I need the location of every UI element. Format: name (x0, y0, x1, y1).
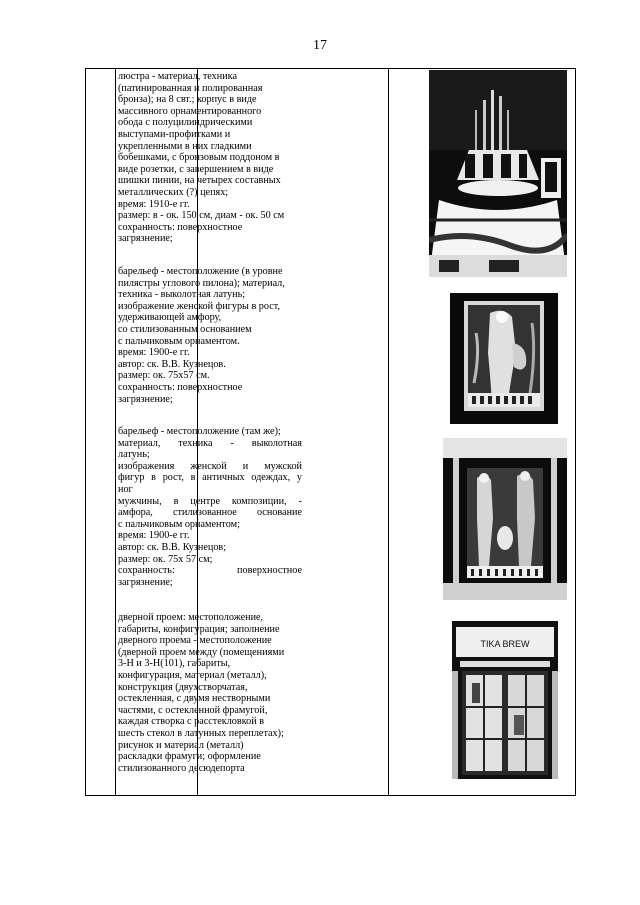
page-number: 17 (313, 38, 327, 53)
bas-relief-pair-photo (443, 438, 567, 600)
doorway-photo (452, 621, 558, 779)
entry-bas-relief-pair-text: барельеф - местоположение (там же); материал, техника - выколотная латунь; изображения женской и мужской фигур в рост, в античных одеждах, у ног мужчины, в центре композиции, - амфора, стилизованное основание с пальчиковым орнаментом; время: 1900-е гг. автор: ск. В.В. Кузнецов; размер: ок. 75х 57 см; сохранность: поверхностное загрязнение; (118, 426, 302, 588)
bas-relief-female-photo (450, 293, 558, 424)
column-divider (115, 69, 116, 795)
entry-bas-relief-female-text: барельеф - местоположение (в уровне пилястры углового пилона); материал, техника - выколотная латунь; изображение женской фигуры в рост, удерживающей амфору, со стилизованным основанием с пальчиковым орнаментом. время: 1900-е гг. автор: ск. В.В. Кузнецов. размер: ок. 75х57 см. сохранность: поверхностное загрязнение; (118, 266, 285, 405)
entry-chandelier-text: люстра - материал, техника (патинированная и полированная бронза); на 8 свт.; корпус в виде массивного орнаментированного обода с полуцилиндрическими выступами-профитками и укрепленными в них гладкими бобешками, с бронзовым поддоном в виде розетки, с завершением в виде шишки пинии, на четырех составных металлических (?) цепях; время: 1910-е гг. размер: в - ок. 150 см, диам - ок. 50 см сохранность: поверхностное загрязнение; (118, 71, 285, 245)
column-divider (388, 69, 389, 795)
shop-sign-text: TIKA BREW (480, 639, 530, 649)
chandelier-photo (429, 70, 567, 277)
entry-doorway-text: дверной проем: местоположение, габариты, конфигурация; заполнение дверного проема - местоположение (дверной проем между (помещениями 3-Н и 3-Н(101), габариты, конфигурация, материал (металл), конструкция (двухстворчатая, остекленная, с двумя нестворными частями, с остекленной фрамугой, каждая створка с расстекловкой в шесть стекол в латунных переплетах); рисунок и материал (металл) раскладки фрамуги; оформление стилизованного десюдепорта (118, 612, 285, 774)
